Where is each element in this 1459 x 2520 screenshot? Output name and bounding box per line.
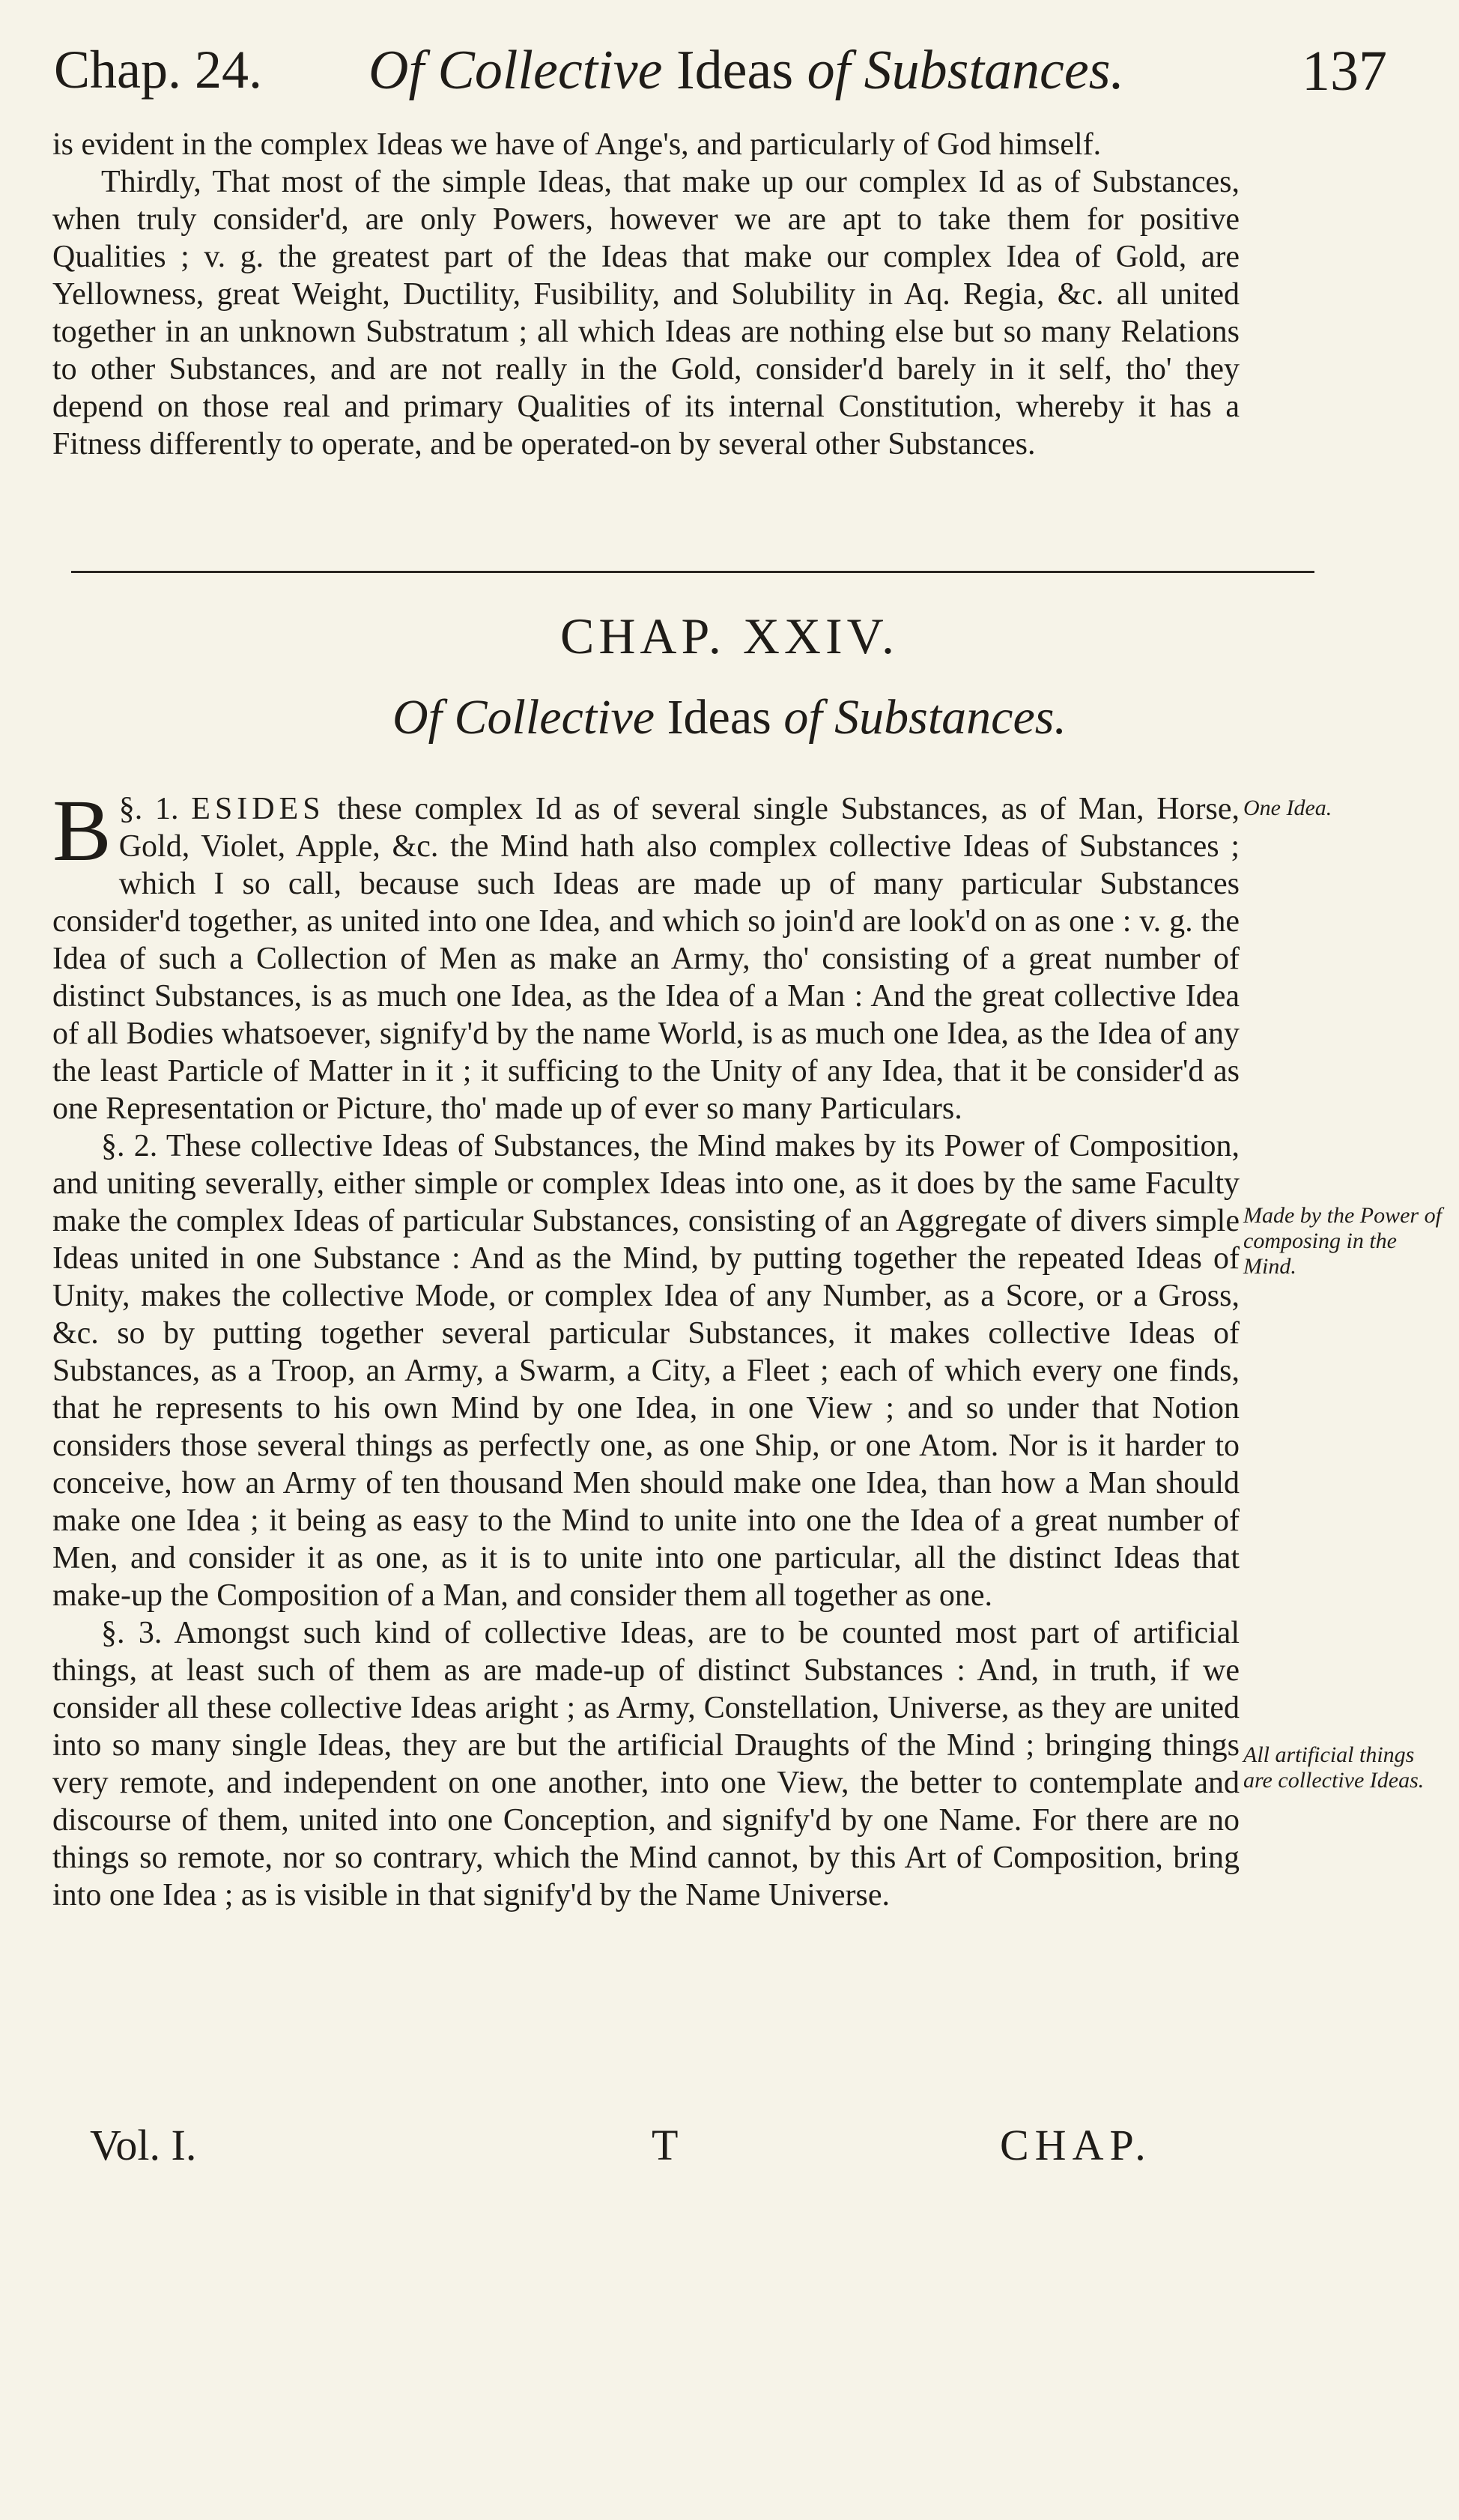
- margin-note-artificial-things: All artificial things are collective Ideas.: [1243, 1742, 1425, 1793]
- section-1-paragraph: [52, 781, 1240, 1127]
- section-1-number: §. 1.: [118, 792, 179, 826]
- section-divider-rule: [71, 571, 1314, 573]
- chapter-title-plain: Ideas: [655, 690, 784, 745]
- section-3-text: Amongst such kind of collective Ideas, are to be counted most part of artificial things, at least such of them as are made-up of distinct Substances : And, in truth, if we consider all these collective Ideas aright ; as Army, Constellation, Universe, as they are united into so many single Ideas, they are but the artificial Draughts of the Mind ; bringing things very remote, and independent on one another, into one View, the better to contemplate and discourse of them, united into one Conception, and signify'd by one Name. For there are no things so remote, nor so contrary, which the Mind cannot, by this Art of Composition, bring into one Idea ; as is visible in that signify'd by the Name Universe.: [52, 1616, 1240, 1912]
- section-3-paragraph: [52, 1614, 1240, 1914]
- page-number: 137: [1302, 40, 1387, 103]
- section-2-number: §. 2.: [101, 1129, 158, 1163]
- running-head: [54, 39, 1387, 114]
- section-1-lead: ESIDES: [191, 792, 325, 826]
- running-head-title-plain: Ideas: [662, 40, 807, 101]
- margin-note-one-idea: One Idea.: [1243, 796, 1332, 820]
- chapter-title-italic-1: Of Collective: [392, 690, 655, 745]
- chapter-body: [52, 781, 1240, 1914]
- chapter-number: CHAP. XXIV.: [559, 608, 900, 664]
- section-1-text: these complex Id as of several single Substances, as of Man, Horse, Gold, Violet, Apple, &c. the Mind hath also complex collective Ideas of Substances ; which I so call, because such Ideas are made up of many particular Substances consider'd together, as united into one Idea, and which so join'd are look'd on as one : v. g. the Idea of such a Collection of Men as make an Army, tho' consisting of a great number of distinct Substances, is as much one Idea, as the Idea of a Man : And the great collective Idea of all Bodies whatsoever, signify'd by the name World, is as much one Idea, as the Idea of any the least Particle of Matter in it ; it sufficing to the Unity of any Idea, that it be consider'd as one Representation or Picture, tho' made up of ever so many Particulars.: [52, 792, 1240, 1126]
- chapter-title-italic-2: of Substances.: [783, 690, 1067, 745]
- running-head-chapter: Chap. 24.: [54, 40, 262, 100]
- volume-signature: Vol. I.: [90, 2121, 197, 2169]
- catchword: CHAP.: [1000, 2121, 1152, 2169]
- continued-text: [52, 126, 1240, 463]
- continued-paragraph-2: Thirdly, That most of the simple Ideas, that make up our complex Id as of Substances, when truly consider'd, are only Powers, however we are apt to take them for positive Qualities ; v. g. the greatest part of the Ideas that make our complex Idea of Gold, are Yellowness, great Weight, Ductility, Fusibility, and Solubility in Aq. Regia, &c. all united together in an unknown Substratum ; all which Ideas are nothing else but so many Relations to other Substances, and are not really in the Gold, consider'd barely in it self, tho' they depend on those real and primary Qualities of its internal Constitution, whereby it has a Fitness differently to operate, and be operated-on by several other Substances.: [52, 165, 1240, 461]
- chapter-title: [0, 689, 1459, 746]
- margin-note-made-by-power: Made by the Power of composing in the Mind.: [1243, 1203, 1442, 1279]
- running-head-title-italic-2: of Substances.: [807, 40, 1125, 101]
- page-footer: [0, 2120, 1459, 2187]
- drop-cap: B: [52, 781, 112, 879]
- section-2-paragraph: [52, 1127, 1240, 1614]
- signature-mark: T: [652, 2121, 679, 2169]
- section-3-number: §. 3.: [101, 1616, 163, 1650]
- running-head-title: [368, 39, 1124, 103]
- running-head-title-italic-1: Of Collective: [368, 40, 663, 101]
- continued-paragraph-1: is evident in the complex Ideas we have of Ange's, and particularly of God himself.: [52, 127, 1102, 162]
- section-2-text: These collective Ideas of Substances, the Mind makes by its Power of Composition, and uniting severally, either simple or complex Ideas into one, as it does by the same Faculty make the complex Ideas of particular Substances, consisting of an Aggregate of divers simple Ideas united in one Substance : And as the Mind, by putting together the repeated Ideas of Unity, makes the collective Mode, or complex Idea of any Number, as a Score, or a Gross, &c. so by putting together several particular Substances, it makes collective Ideas of Substances, as a Troop, an Army, a Swarm, a City, a Fleet ; each of which every one finds, that he represents to his own Mind by one Idea, in one View ; and so under that Notion considers those several things as perfectly one, as one Ship, or one Atom. Nor is it harder to conceive, how an Army of ten thousand Men should make one Idea, than how a Man should make one Idea ; it being as easy to the Mind to unite into one the Idea of a great number of Men, and consider it as one, as it is to unite into one particular, all the distinct Ideas that make-up the Composition of a Man, and consider them all together as one.: [52, 1129, 1240, 1613]
